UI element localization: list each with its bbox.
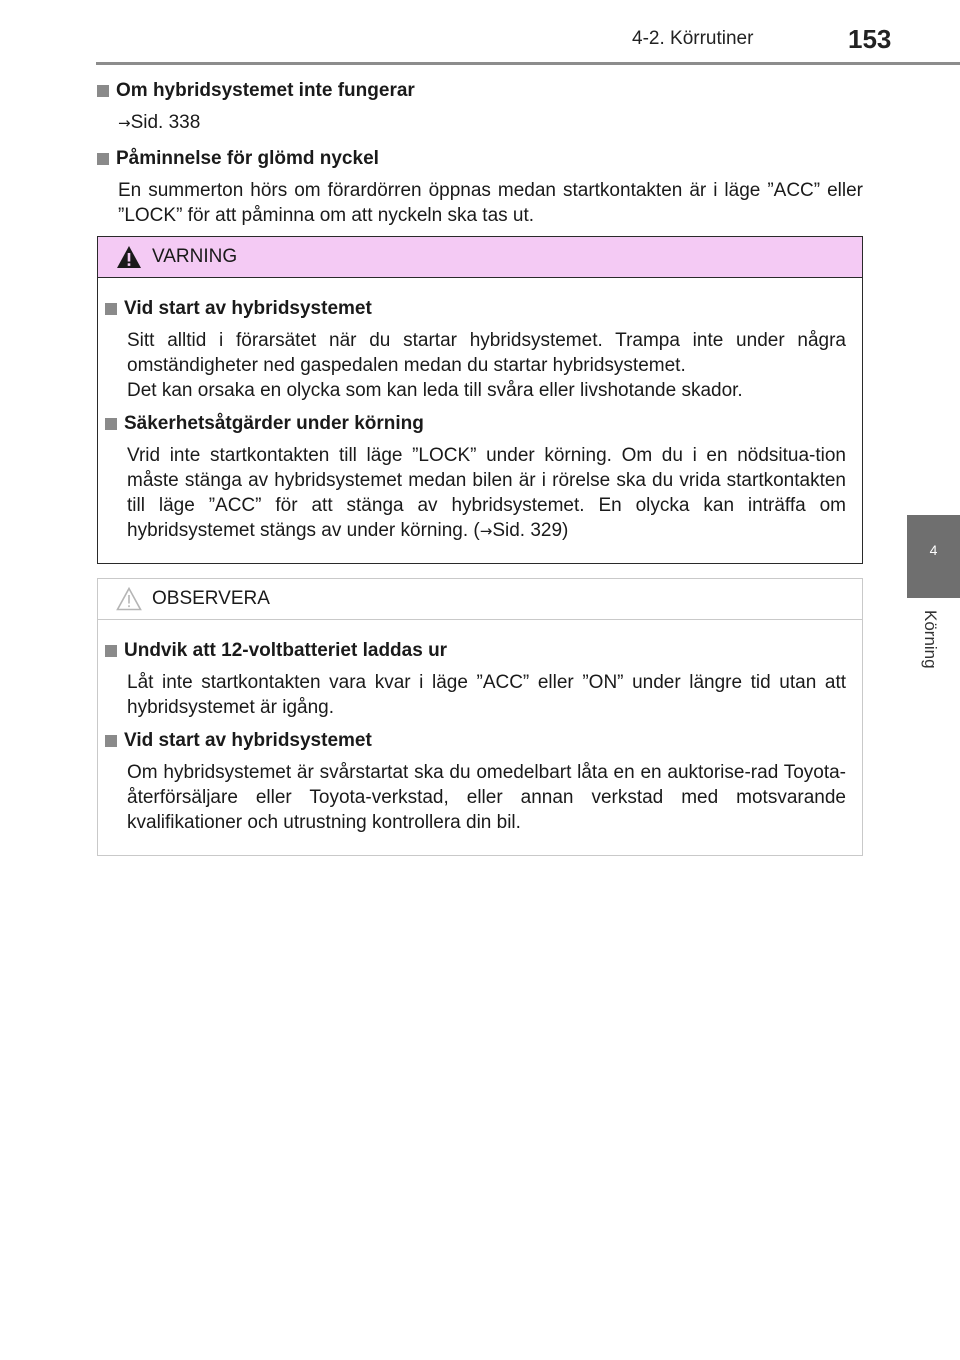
- observera-item-heading-text: Vid start av hybridsystemet: [124, 730, 372, 751]
- observera-item-heading: [105, 728, 846, 754]
- section-heading: [97, 78, 863, 104]
- section-body: En summerton hörs om förardörren öppnas medan startkontakten är i läge ”ACC” eller ”LOCK” för att påminna om att nyckeln ska tas ut.: [118, 180, 863, 226]
- square-bullet-icon: [105, 645, 117, 657]
- observera-box-header: [98, 579, 862, 620]
- arrow-right-icon: →: [118, 114, 131, 132]
- header-section-title: 4-2. Körrutiner: [632, 28, 754, 49]
- arrow-right-icon: →: [479, 522, 493, 540]
- warning-item-paragraph: Vrid inte startkontakten till läge ”LOCK” under körning. Om du i en nödsitua-tion måste stänga av hybridsystemet medan bilen är i rörelse ska du vrida startkontakten till läge ”ACC” för att stänga av hybridsystemet. En olycka kan inträffa om hybridsystemet stängs av under körning. (: [127, 445, 846, 541]
- observera-item-heading-text: Undvik att 12-voltbatteriet laddas ur: [124, 640, 448, 661]
- square-bullet-icon: [97, 85, 109, 97]
- warning-item-paragraph: Sitt alltid i förarsätet när du startar hybridsystemet. Trampa inte under några omständigheter ned gaspedalen medan du startar hybridsystemet.: [127, 330, 846, 376]
- warning-item-heading: [105, 296, 846, 322]
- warning-box-body: [98, 278, 862, 544]
- square-bullet-icon: [105, 418, 117, 430]
- warning-item-body: [127, 328, 846, 403]
- chapter-label: Körning: [921, 610, 940, 669]
- observera-box-title: OBSERVERA: [152, 588, 270, 609]
- observera-item-body: Om hybridsystemet är svårstartat ska du omedelbart låta en en auktorise-rad Toyota-återförsäljare eller Toyota-verkstad, eller annan verkstad med motsvarande kvalifikationer och utrustning kontrollera din bil.: [127, 762, 846, 833]
- observera-item-body: Låt inte startkontakten vara kvar i läge ”ACC” eller ”ON” under längre tid utan att hybridsystemet är igång.: [127, 672, 846, 718]
- warning-item-paragraph: Det kan orsaka en olycka som kan leda till svåra eller livshotande skador.: [127, 380, 743, 401]
- caution-triangle-icon: [116, 587, 142, 611]
- page-reference: Sid. 329): [492, 520, 569, 541]
- header-divider: [96, 62, 960, 65]
- page-reference: Sid. 338: [130, 112, 201, 133]
- warning-item-heading-text: Säkerhetsåtgärder under körning: [124, 413, 424, 434]
- warning-item-body: [127, 443, 846, 544]
- warning-triangle-icon: [116, 245, 142, 269]
- square-bullet-icon: [105, 303, 117, 315]
- observera-item-heading: [105, 638, 846, 664]
- chapter-tab: 4: [907, 515, 960, 598]
- section-body: [118, 110, 863, 136]
- square-bullet-icon: [97, 153, 109, 165]
- square-bullet-icon: [105, 735, 117, 747]
- observera-box-body: [98, 620, 862, 835]
- section-heading-text: Om hybridsystemet inte fungerar: [116, 80, 415, 101]
- observera-box: [97, 578, 863, 856]
- warning-item-heading-text: Vid start av hybridsystemet: [124, 298, 372, 319]
- section-heading-text: Påminnelse för glömd nyckel: [116, 148, 379, 169]
- warning-box-title: VARNING: [152, 246, 238, 267]
- warning-box: [97, 236, 863, 564]
- main-content: [97, 78, 863, 238]
- warning-item-heading: [105, 411, 846, 437]
- section-heading: [97, 146, 863, 172]
- warning-box-header: [98, 237, 862, 278]
- page-number: 153: [848, 24, 892, 54]
